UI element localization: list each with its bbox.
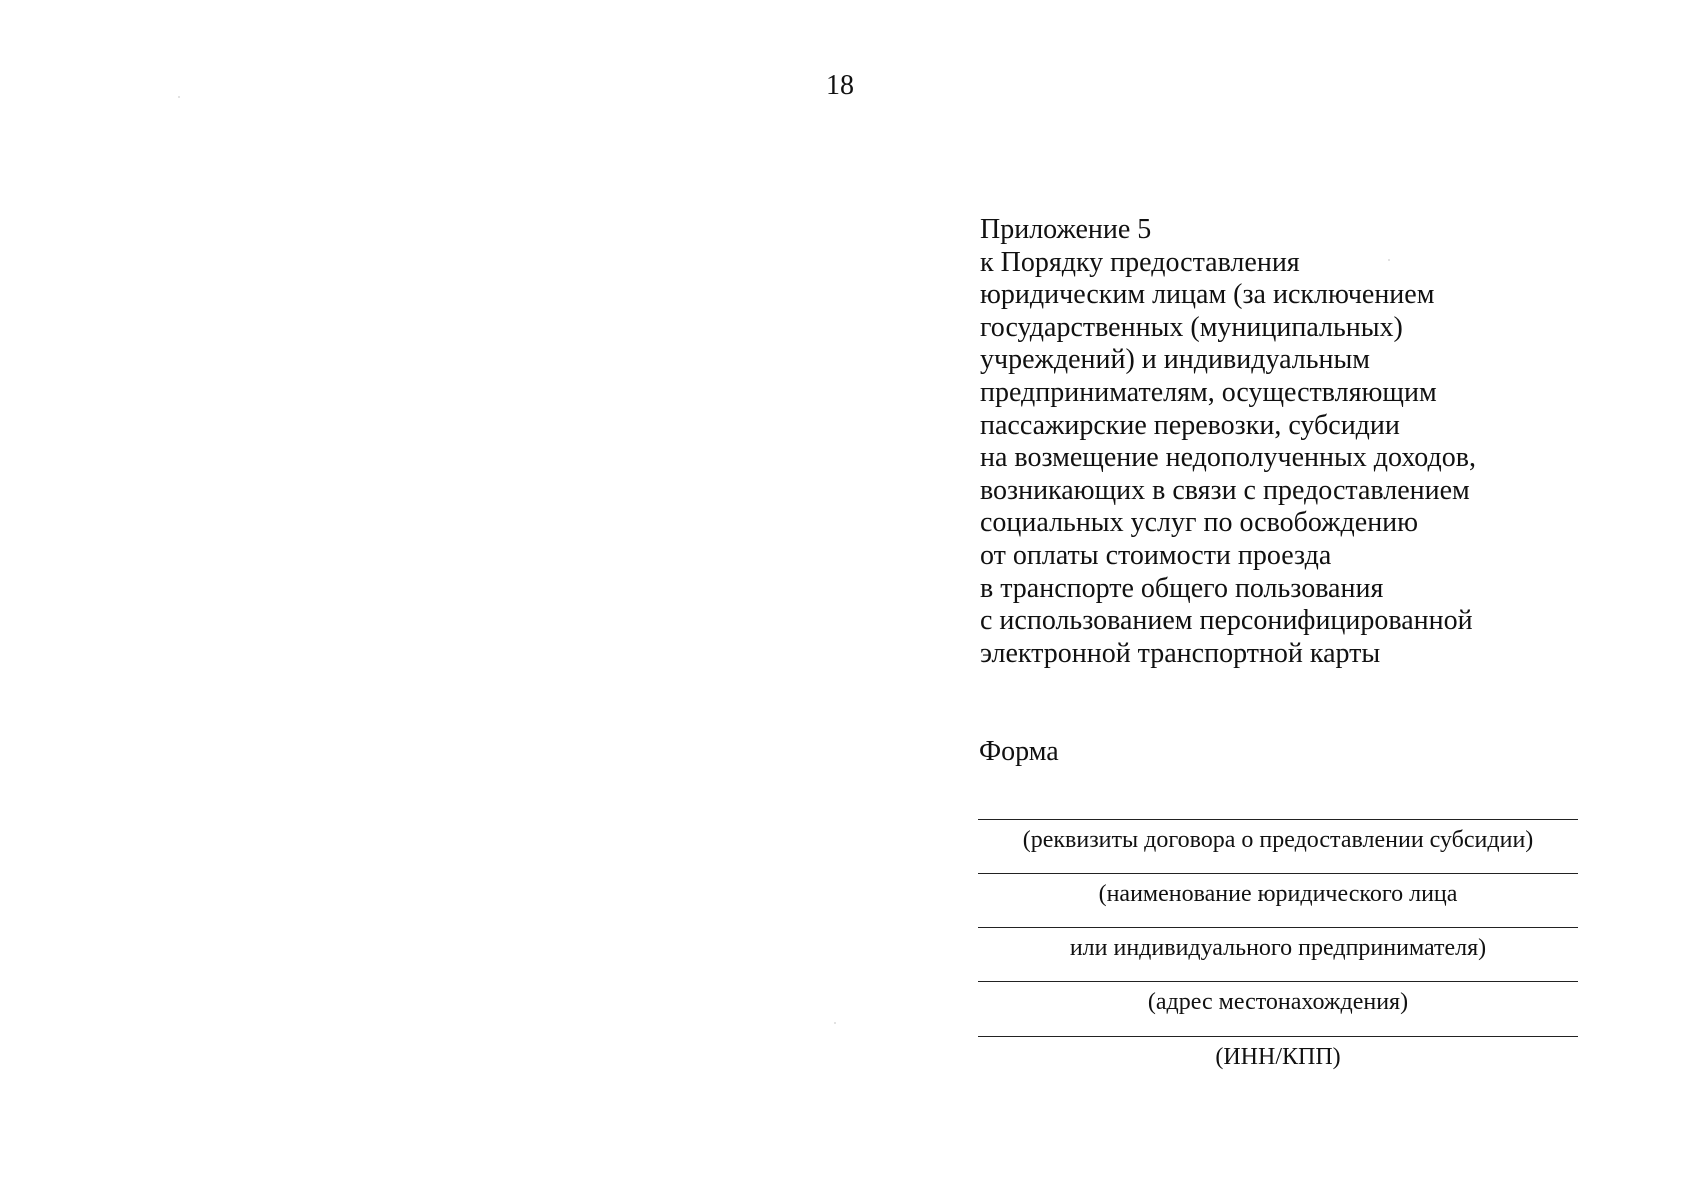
appendix-line: от оплаты стоимости проезда [980,539,1332,571]
appendix-line: учреждений) и индивидуальным [980,344,1371,376]
form-field-legal-entity-name [978,873,1578,908]
appendix-line: на возмещение недополученных доходов, [980,442,1476,474]
blank-line [978,873,1578,874]
appendix-line: государственных (муниципальных) [980,311,1403,343]
appendix-line: предпринимателям, осуществляющим [980,376,1437,408]
field-caption: (адрес местонахождения) [1147,989,1409,1015]
form-field-entrepreneur [978,927,1578,962]
blank-line [978,819,1578,820]
form-field-inn-kpp [978,1036,1578,1071]
page-number: 18 [826,70,854,101]
field-caption: (реквизиты договора о предоставлении субсидии) [1022,827,1534,853]
field-caption: (наименование юридического лица [1098,881,1458,907]
appendix-line: к Порядку предоставления [980,246,1300,278]
appendix-line: в транспорте общего пользования [980,572,1384,604]
appendix-line: юридическим лицам (за исключением [980,279,1435,311]
scan-speck [178,96,180,98]
appendix-line: электронной транспортной карты [980,637,1381,669]
blank-line [978,1036,1578,1037]
field-caption: или индивидуального предпринимателя) [1069,935,1487,961]
blank-line [978,981,1578,982]
appendix-line: пассажирские перевозки, субсидии [980,409,1400,441]
scan-speck [1388,259,1390,261]
form-label: Форма [979,736,1059,767]
appendix-title: Приложение 5 [980,214,1152,245]
appendix-reference [980,214,1600,670]
scan-speck [834,1022,836,1024]
appendix-line: социальных услуг по освобождению [980,507,1419,539]
form-field-address [978,981,1578,1016]
field-caption: (ИНН/КПП) [1215,1044,1341,1070]
appendix-line: возникающих в связи с предоставлением [980,474,1470,506]
appendix-line: с использованием персонифицированной [980,605,1473,637]
blank-line [978,927,1578,928]
form-field-contract-details [978,819,1578,854]
